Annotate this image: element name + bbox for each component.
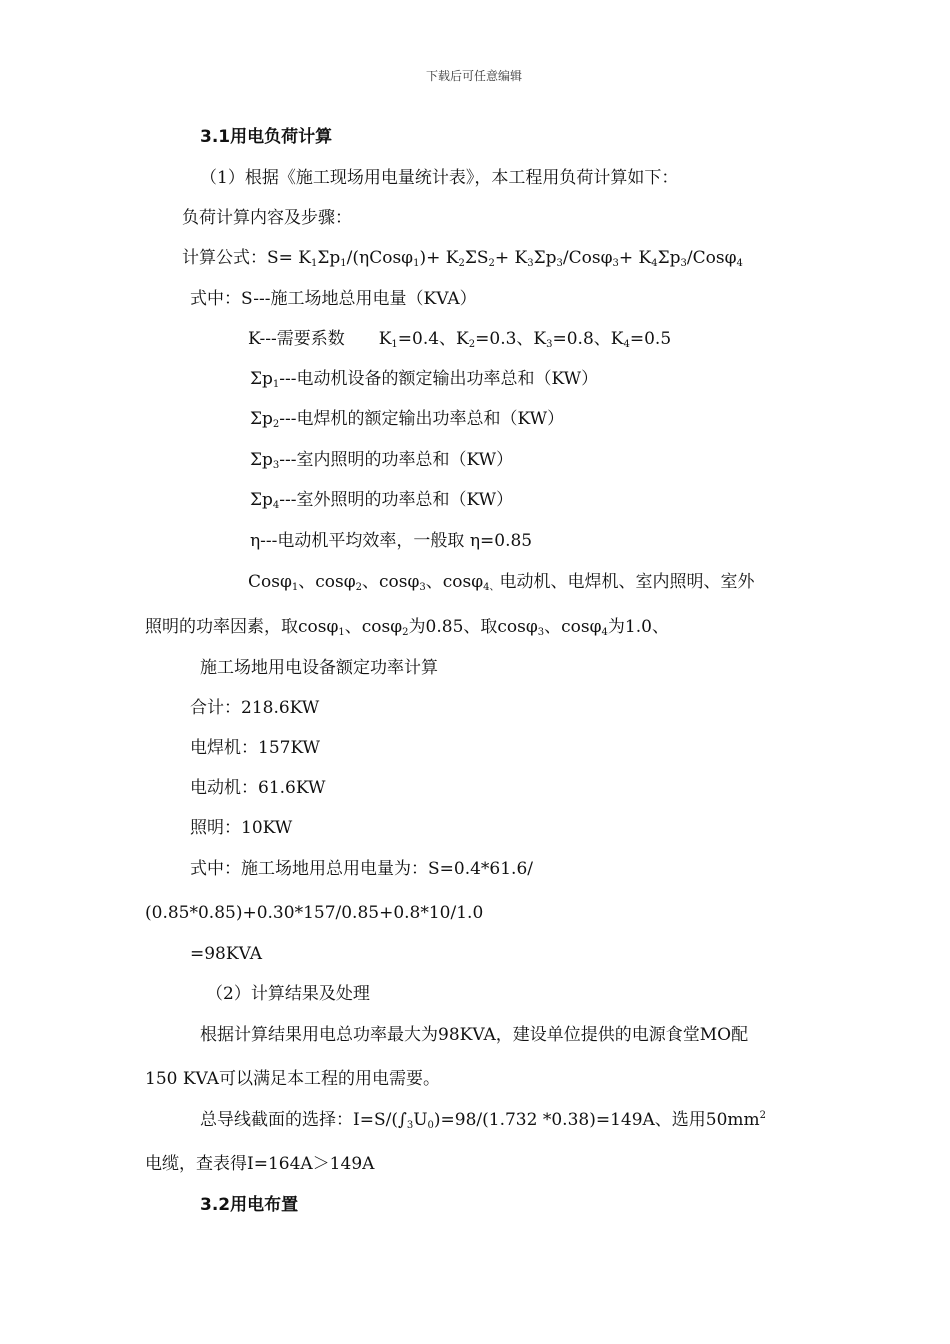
rated-power-title: 施工场地用电设备额定功率计算 <box>200 658 438 678</box>
cos-definition-line2: 照明的功率因素，取cosφ$_1$、cosφ$_2$为0.85、取cosφ$_3$、cosφ$_4$为1.0、 <box>145 617 669 638</box>
definition-p4: $\Sigma p_4---$室外照明的功率总和（KW） <box>250 490 514 511</box>
motor-power: 电动机：61.6KW <box>190 778 326 798</box>
wire-selection-line1: 总导线截面的选择：$I=S/(\int_3U_0)=98/(1.732$ *0.38)=149A、选用$50mm^2$ <box>200 1110 767 1131</box>
definition-k: K---需要系数 $K_1=0.4$、$K_2=0.3$、$K_3=0.8$、$K_4=0.5$ <box>248 329 672 350</box>
result-paragraph-line1: 根据计算结果用电总功率最大为98KVA，建设单位提供的电源食堂MO配 <box>200 1025 749 1045</box>
result-section-title: （2）计算结果及处理 <box>206 984 370 1004</box>
calculation-result: =98KVA <box>190 944 262 964</box>
wire-selection-line2: 电缆，查表得I=164A＞149A <box>145 1154 375 1174</box>
definition-p3: $\Sigma p_3---$室内照明的功率总和（KW） <box>250 450 514 471</box>
calculation-line2: (0.85*0.85)+0.30*157/0.85+0.8*10/1.0 <box>145 903 484 923</box>
page-header: 下载后可任意编辑 <box>426 69 523 83</box>
formula-line: 计算公式：$S= K_1\Sigma p_1/(\eta Cos\varphi_1)+ K_2\Sigma S_2+ K_3\Sigma p_3/Cos\varphi_3+ K_4\Sigma p_3/Cos\varphi_4$ <box>182 248 743 269</box>
definition-p1: $\Sigma p_1---$电动机设备的额定输出功率总和（KW） <box>250 369 599 390</box>
calculation-line1: 式中：施工场地用总用电量为：S=0.4*61.6/ <box>190 859 534 879</box>
definition-p2: $\Sigma p_2---$电焊机的额定输出功率总和（KW） <box>250 409 565 430</box>
total-power: 合计：218.6KW <box>190 698 320 718</box>
definition-s: 式中：S---施工场地总用电量（KVA） <box>190 289 477 309</box>
paragraph-intro: （1）根据《施工现场用电量统计表》，本工程用负荷计算如下： <box>200 168 679 188</box>
section-title-3-1: 3.1用电负荷计算 <box>200 127 333 147</box>
lighting-power: 照明：10KW <box>190 818 293 838</box>
result-paragraph-line2: 150 KVA可以满足本工程的用电需要。 <box>145 1069 440 1089</box>
paragraph-steps: 负荷计算内容及步骤： <box>182 208 352 228</box>
section-title-3-2: 3.2用电布置 <box>200 1195 299 1215</box>
definition-eta: η---电动机平均效率，一般取 η=0.85 <box>250 531 533 551</box>
welder-power: 电焊机：157KW <box>190 738 321 758</box>
cos-definition-line1: Cosφ$_1$、cosφ$_2$、cosφ$_3$、cosφ$_{4、}$电动机、电焊机、室内照明、室外 <box>248 572 755 593</box>
